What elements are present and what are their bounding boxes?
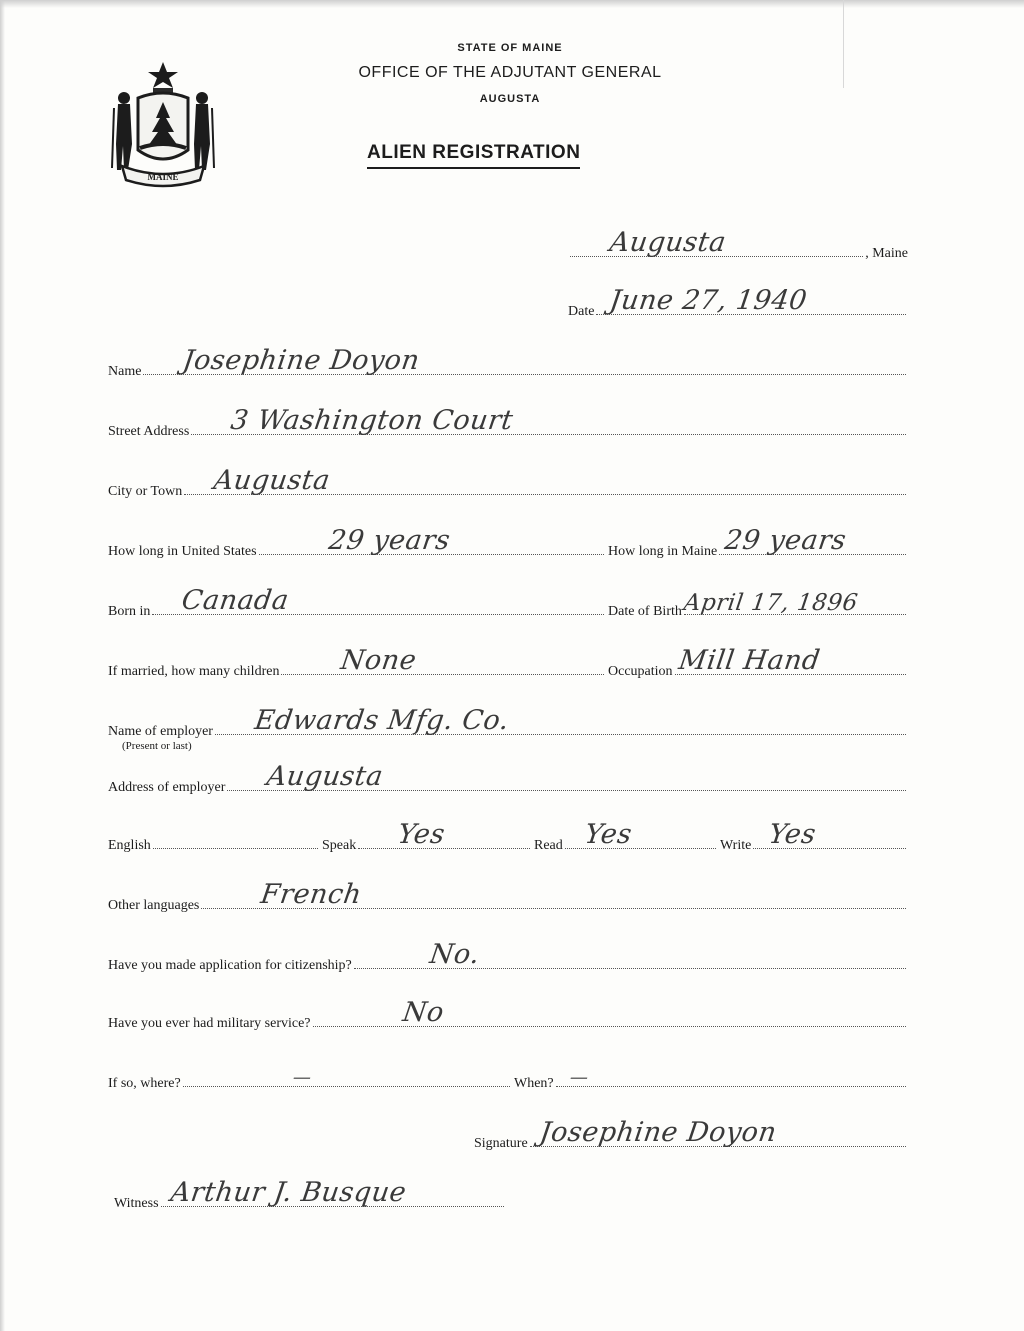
maine-state-seal-icon <box>108 58 218 188</box>
military-value: No <box>400 997 446 1028</box>
employer-sublabel: (Present or last) <box>122 740 192 752</box>
english-speak-value: Yes <box>396 819 448 850</box>
city-label: City or Town <box>108 484 183 499</box>
english-speak-field <box>322 819 532 854</box>
when-field <box>514 1067 908 1092</box>
date-field <box>568 285 908 320</box>
english-write-field <box>720 819 908 854</box>
occupation-label: Occupation <box>608 664 673 679</box>
occupation-field <box>608 645 908 680</box>
signature-field <box>474 1117 908 1152</box>
dob-label: Date of Birth <box>608 604 682 619</box>
name-value: Josephine Doyon <box>181 345 423 376</box>
witness-value: Arthur J. Busque <box>168 1177 408 1208</box>
english-read-label: Read <box>534 838 563 853</box>
employer-address-field <box>108 761 908 796</box>
born-field <box>108 585 606 620</box>
born-label: Born in <box>108 604 151 619</box>
military-field <box>108 997 908 1032</box>
place-value: Augusta <box>607 227 729 258</box>
employer-value: Edwards Mfg. Co. <box>252 705 512 736</box>
date-value: June 27, 1940 <box>608 285 810 316</box>
english-read-field <box>534 819 718 854</box>
city-value: Augusta <box>212 465 333 496</box>
where-field <box>108 1067 512 1092</box>
header-city: AUGUSTA <box>479 93 541 105</box>
children-value: None <box>339 645 419 676</box>
employer-address-value: Augusta <box>265 761 386 792</box>
citizenship-label: Have you made application for citizenship? <box>108 958 352 973</box>
english-write-value: Yes <box>767 819 819 850</box>
english-field <box>108 838 320 854</box>
maine-years-field <box>608 525 908 560</box>
place-field <box>568 227 908 262</box>
born-value: Canada <box>180 585 292 616</box>
us-years-value: 29 years <box>326 525 452 556</box>
us-years-field <box>108 525 606 560</box>
other-languages-label: Other languages <box>108 898 200 913</box>
other-languages-value: French <box>259 879 365 910</box>
street-label: Street Address <box>108 424 190 439</box>
city-field <box>108 465 908 500</box>
name-field <box>108 345 908 380</box>
children-field <box>108 645 606 680</box>
english-write-label: Write <box>720 838 752 853</box>
maine-years-label: How long in Maine <box>608 544 718 559</box>
citizenship-value: No. <box>427 939 482 970</box>
name-label: Name <box>108 364 142 379</box>
street-value: 3 Washington Court <box>229 405 516 436</box>
english-speak-label: Speak <box>322 838 357 853</box>
employer-field <box>108 705 908 740</box>
where-value: — <box>291 1067 313 1088</box>
scan-edge-left <box>0 0 5 1331</box>
witness-field <box>114 1177 506 1212</box>
when-label: When? <box>514 1076 554 1091</box>
occupation-value: Mill Hand <box>676 645 822 676</box>
dob-field <box>608 590 908 620</box>
children-label: If married, how many children <box>108 664 280 679</box>
other-languages-field <box>108 879 908 914</box>
english-read-value: Yes <box>582 819 634 850</box>
citizenship-field <box>108 939 908 974</box>
military-label: Have you ever had military service? <box>108 1016 311 1031</box>
when-value: — <box>568 1067 590 1088</box>
scan-edge-mark <box>843 0 844 88</box>
where-label: If so, where? <box>108 1076 181 1091</box>
street-field <box>108 405 908 440</box>
header-state: STATE OF MAINE <box>457 42 563 54</box>
us-years-label: How long in United States <box>108 544 257 559</box>
english-label: English <box>108 838 151 853</box>
maine-years-value: 29 years <box>723 525 849 556</box>
date-label: Date <box>568 304 595 319</box>
dob-value: April 17, 1896 <box>682 590 860 616</box>
witness-label: Witness <box>114 1196 159 1211</box>
place-suffix: , Maine <box>865 246 908 261</box>
seal-text: MAINE <box>147 172 179 182</box>
form-title: ALIEN REGISTRATION <box>367 142 580 169</box>
employer-address-label: Address of employer <box>108 780 226 795</box>
signature-label: Signature <box>474 1136 528 1151</box>
header-office: OFFICE OF THE ADJUTANT GENERAL <box>358 64 662 81</box>
signature-value: Josephine Doyon <box>537 1117 779 1148</box>
employer-label: Name of employer <box>108 724 213 739</box>
scan-edge-top <box>0 0 1024 8</box>
